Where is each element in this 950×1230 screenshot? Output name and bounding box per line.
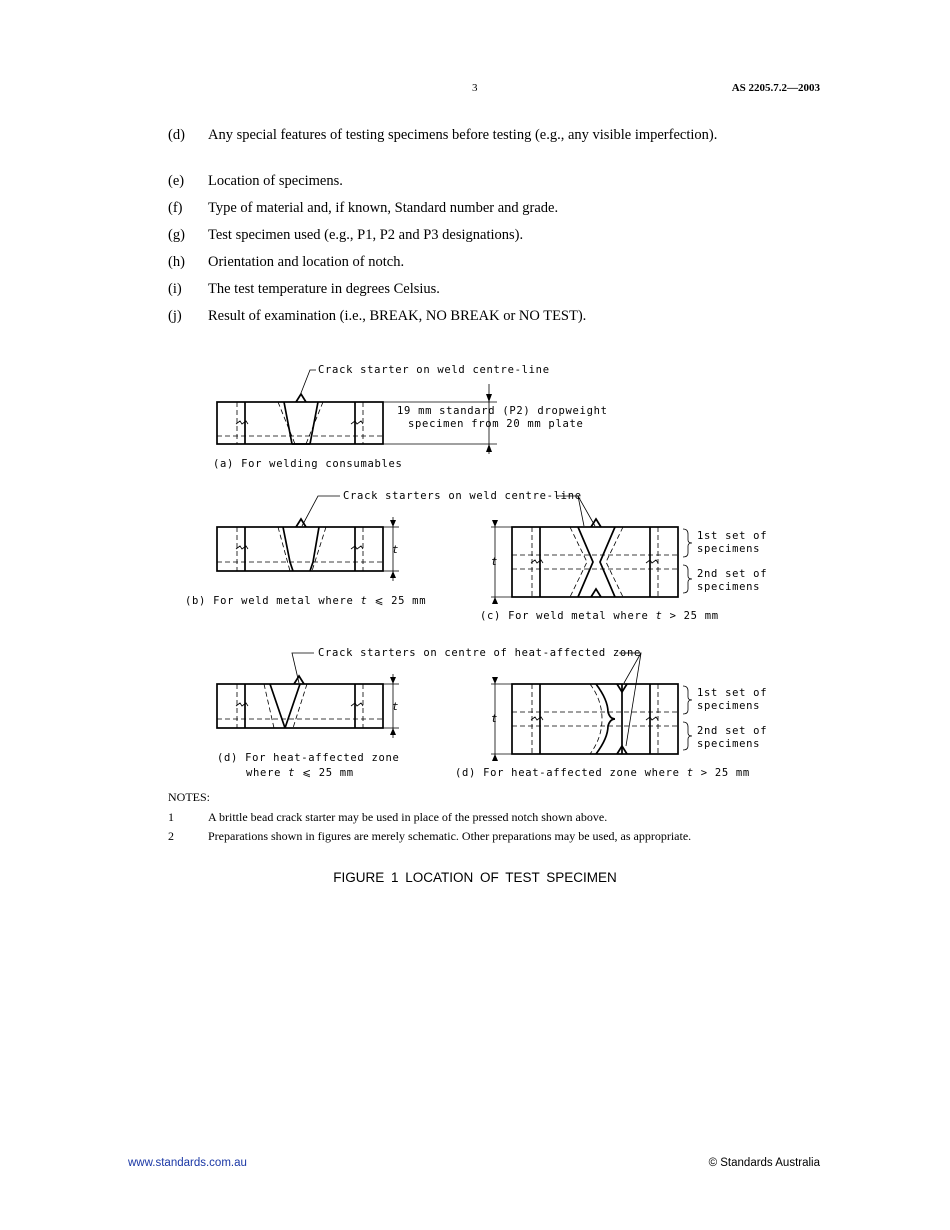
- specimen-diagram-b: [185, 517, 426, 607]
- label-crack-starters-haz: Crack starters on centre of heat-affected zone: [318, 647, 641, 659]
- note-text: A brittle bead crack starter may be used in place of the pressed notch shown above.: [208, 810, 608, 824]
- footer-copyright: © Standards Australia: [708, 1157, 820, 1169]
- list-item-label: (h): [168, 254, 185, 270]
- list-item-text: Result of examination (i.e., BREAK, NO BREAK or NO TEST).: [208, 308, 587, 324]
- list-item-text: The test temperature in degrees Celsius.: [208, 281, 440, 297]
- figure-caption: FIGURE 1 LOCATION OF TEST SPECIMEN: [333, 870, 617, 885]
- note-number: 2: [168, 829, 174, 843]
- list-item-label: (i): [168, 281, 182, 297]
- list-item-text: Any special features of testing specimens before testing (e.g., any visible imperfection).: [208, 127, 718, 143]
- specimen-diagram-a: [213, 364, 608, 470]
- caption-b: (b) For weld metal where t ⩽ 25 mm: [185, 595, 427, 607]
- list-item-label: (j): [168, 308, 182, 324]
- label-2nd-set: 2nd set of: [697, 725, 768, 737]
- list-item-label: (d): [168, 127, 185, 143]
- label-p2-specimen-2: specimen from 20 mm plate: [408, 418, 584, 430]
- label-2nd-set-specimens: specimens: [697, 738, 761, 750]
- label-crack-starters-weld: Crack starters on weld centre-line: [343, 490, 582, 502]
- label-1st-set-specimens: specimens: [697, 543, 761, 555]
- dim-t: t: [491, 713, 499, 725]
- list-item-text: Location of specimens.: [208, 173, 343, 189]
- dim-t: t: [392, 701, 400, 713]
- specimen-diagram-d-thin: [217, 674, 400, 779]
- standard-designation: AS 2205.7.2—2003: [731, 82, 820, 94]
- label-1st-set: 1st set of: [697, 687, 768, 699]
- list-item-label: (g): [168, 227, 185, 243]
- label-p2-specimen-1: 19 mm standard (P2) dropweight: [397, 405, 608, 417]
- footer-link[interactable]: www.standards.com.au: [128, 1157, 247, 1169]
- label-crack-starter-weld: Crack starter on weld centre-line: [318, 364, 550, 376]
- list-item-text: Type of material and, if known, Standard number and grade.: [208, 200, 559, 216]
- list-item-text: Test specimen used (e.g., P1, P2 and P3 designations).: [208, 227, 524, 243]
- label-2nd-set-specimens: specimens: [697, 581, 761, 593]
- list-item-label: (f): [168, 200, 183, 216]
- dim-t: t: [392, 544, 400, 556]
- note-text: Preparations shown in figures are merely schematic. Other preparations may be used, as appropriate.: [208, 829, 692, 843]
- dim-t: t: [491, 556, 499, 568]
- list-item-text: Orientation and location of notch.: [208, 254, 405, 270]
- label-1st-set-specimens: specimens: [697, 700, 761, 712]
- caption-a: (a) For welding consumables: [213, 458, 403, 470]
- list-item-label: (e): [168, 173, 185, 189]
- caption-d-thin-2: where t ⩽ 25 mm: [246, 767, 354, 779]
- label-2nd-set: 2nd set of: [697, 568, 768, 580]
- caption-d-thick: (d) For heat-affected zone where t > 25 mm: [455, 767, 750, 779]
- note-item: [168, 829, 691, 844]
- notes-heading: NOTES:: [168, 790, 210, 804]
- caption-d-thin-1: (d) For heat-affected zone: [217, 752, 400, 764]
- note-number: 1: [168, 810, 174, 824]
- page-number: 3: [472, 82, 478, 94]
- specimen-diagram-d-thick: [455, 677, 767, 779]
- caption-c: (c) For weld metal where t > 25 mm: [480, 610, 719, 622]
- label-1st-set: 1st set of: [697, 530, 768, 542]
- note-item: [168, 810, 607, 825]
- specimen-diagram-c: [480, 519, 767, 622]
